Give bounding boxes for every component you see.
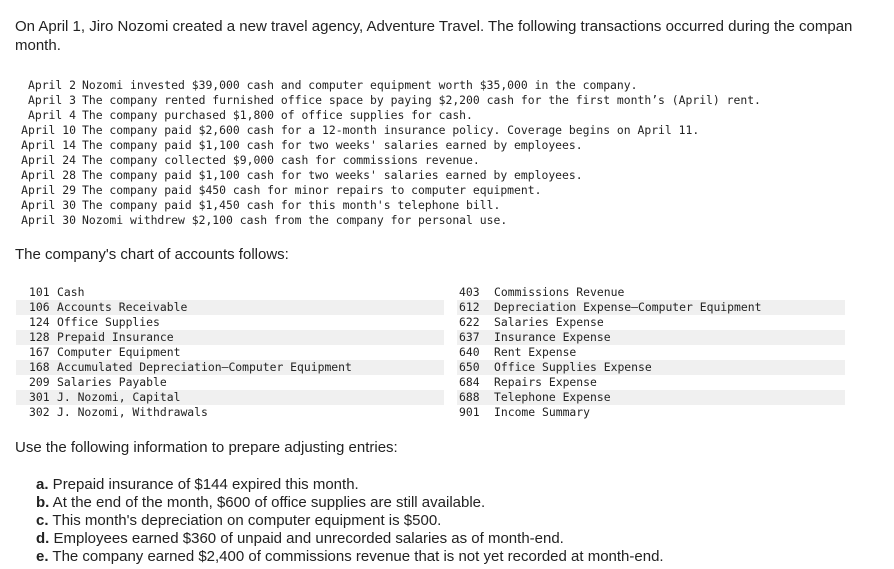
transaction-row (14, 183, 761, 198)
transaction-date: April 29 (21, 183, 76, 197)
transactions-list (14, 78, 761, 228)
account-row (457, 390, 845, 405)
account-name: Commissions Revenue (494, 285, 625, 299)
account-number: 637 (459, 330, 480, 344)
transaction-date: April 4 (27, 108, 76, 122)
account-row (16, 330, 444, 345)
transaction-date: April 24 (21, 153, 76, 167)
transaction-description: The company paid $1,100 cash for two weeks' salaries earned by employees. (82, 138, 583, 152)
chart-of-accounts-heading: The company's chart of accounts follows: (15, 246, 289, 263)
account-number: 688 (459, 390, 480, 404)
adjustment-text: This month's depreciation on computer equipment is $500. (48, 512, 442, 529)
account-row (457, 315, 845, 330)
account-name: Accounts Receivable (57, 300, 188, 314)
account-row (16, 405, 444, 420)
account-number: 301 (29, 390, 50, 404)
transaction-description: The company paid $1,450 cash for this month's telephone bill. (82, 198, 501, 212)
account-number: 640 (459, 345, 480, 359)
adjustment-letter: b. (36, 494, 50, 511)
adjustment-text: The company earned $2,400 of commissions revenue that is not yet recorded at month-end. (48, 548, 664, 565)
intro-line-1: On April 1, Jiro Nozomi created a new travel agency, Adventure Travel. The following transactions occurred during the compan (15, 18, 853, 35)
adjustment-item (36, 476, 664, 494)
account-name: Accumulated Depreciation—Computer Equipment (57, 360, 352, 374)
account-name: Rent Expense (494, 345, 577, 359)
transaction-date: April 30 (21, 213, 76, 227)
account-number: 622 (459, 315, 480, 329)
account-row (457, 330, 845, 345)
account-number: 302 (29, 405, 50, 419)
transaction-row (14, 198, 761, 213)
adjustment-letter: e. (36, 548, 49, 565)
transaction-date: April 14 (21, 138, 76, 152)
account-name: Prepaid Insurance (57, 330, 174, 344)
transaction-row (14, 123, 761, 138)
adjustment-letter: c. (36, 512, 49, 529)
account-number: 101 (29, 285, 50, 299)
transaction-description: The company purchased $1,800 of office supplies for cash. (82, 108, 473, 122)
account-row (16, 375, 444, 390)
intro-line-2: month. (15, 37, 61, 54)
account-number: 106 (29, 300, 50, 314)
transaction-date: April 10 (21, 123, 76, 137)
account-name: Insurance Expense (494, 330, 611, 344)
adjustment-text: Prepaid insurance of $144 expired this month. (48, 476, 359, 493)
adjustment-text: Employees earned $360 of unpaid and unrecorded salaries as of month-end. (49, 530, 564, 547)
adjustment-letter: d. (36, 530, 50, 547)
account-number: 612 (459, 300, 480, 314)
account-name: Computer Equipment (57, 345, 181, 359)
account-name: J. Nozomi, Capital (57, 390, 181, 404)
transaction-row (14, 78, 761, 93)
transaction-date: April 3 (27, 93, 76, 107)
account-name: Salaries Expense (494, 315, 604, 329)
account-row (457, 375, 845, 390)
transaction-row (14, 93, 761, 108)
account-number: 403 (459, 285, 480, 299)
account-number: 901 (459, 405, 480, 419)
account-row (457, 345, 845, 360)
account-row (457, 300, 845, 315)
adjustment-text: At the end of the month, $600 of office supplies are still available. (49, 494, 486, 511)
transaction-description: The company rented furnished office space by paying $2,200 cash for the first month’s (April) rent. (82, 93, 761, 107)
adjusting-entries-heading: Use the following information to prepare adjusting entries: (15, 439, 398, 456)
transaction-row (14, 108, 761, 123)
account-number: 124 (29, 315, 50, 329)
account-number: 128 (29, 330, 50, 344)
intro-paragraph (15, 17, 894, 55)
account-name: Office Supplies (57, 315, 160, 329)
accounts-table-left (16, 285, 444, 420)
account-name: Cash (57, 285, 85, 299)
account-name: Salaries Payable (57, 375, 167, 389)
transaction-description: The company collected $9,000 cash for commissions revenue. (82, 153, 480, 167)
transaction-row (14, 138, 761, 153)
account-row (16, 300, 444, 315)
adjustment-item (36, 530, 664, 548)
account-name: J. Nozomi, Withdrawals (57, 405, 208, 419)
account-row (16, 285, 444, 300)
account-name: Telephone Expense (494, 390, 611, 404)
account-row (457, 285, 845, 300)
account-number: 650 (459, 360, 480, 374)
account-row (457, 360, 845, 375)
accounts-table-right (457, 285, 845, 420)
account-number: 167 (29, 345, 50, 359)
account-row (16, 360, 444, 375)
account-row (16, 390, 444, 405)
account-name: Repairs Expense (494, 375, 597, 389)
account-row (16, 345, 444, 360)
account-name: Office Supplies Expense (494, 360, 652, 374)
account-number: 209 (29, 375, 50, 389)
adjustment-item (36, 512, 664, 530)
account-row (16, 315, 444, 330)
transaction-description: The company paid $1,100 cash for two weeks' salaries earned by employees. (82, 168, 583, 182)
adjustment-letter: a. (36, 476, 49, 493)
account-name: Depreciation Expense—Computer Equipment (494, 300, 762, 314)
account-row (457, 405, 845, 420)
account-number: 684 (459, 375, 480, 389)
transaction-description: Nozomi withdrew $2,100 cash from the company for personal use. (82, 213, 508, 227)
adjustments-list (36, 476, 664, 566)
adjustment-item (36, 494, 664, 512)
transaction-description: The company paid $2,600 cash for a 12-month insurance policy. Coverage begins on April 11. (82, 123, 700, 137)
transaction-date: April 2 (27, 78, 76, 92)
transaction-description: Nozomi invested $39,000 cash and computer equipment worth $35,000 in the company. (82, 78, 638, 92)
transaction-row (14, 213, 761, 228)
transaction-description: The company paid $450 cash for minor repairs to computer equipment. (82, 183, 542, 197)
transaction-row (14, 153, 761, 168)
adjustment-item (36, 548, 664, 566)
account-name: Income Summary (494, 405, 591, 419)
transaction-date: April 28 (21, 168, 76, 182)
account-number: 168 (29, 360, 50, 374)
transaction-date: April 30 (21, 198, 76, 212)
transaction-row (14, 168, 761, 183)
